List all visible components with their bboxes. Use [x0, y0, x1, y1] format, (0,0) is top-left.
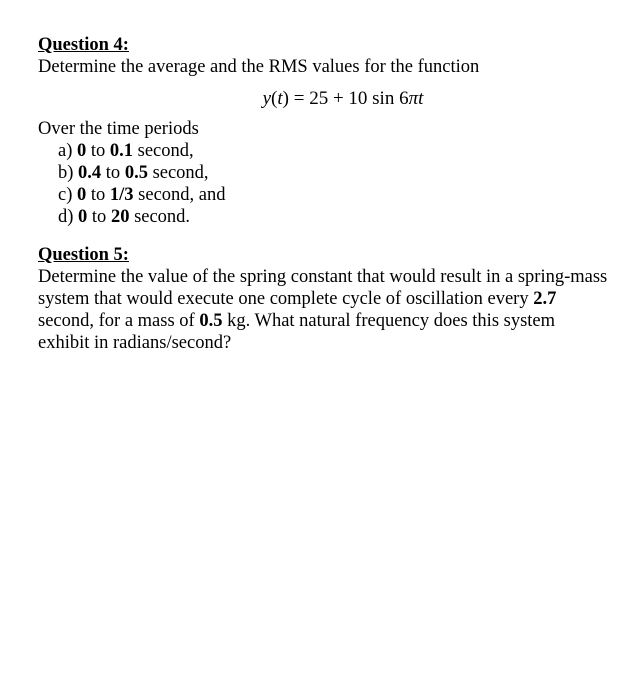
- question-5-body: [38, 266, 608, 354]
- time-periods-list: [38, 140, 608, 228]
- item-to: to: [91, 207, 107, 227]
- equation: y(t) = 25 + 10 sin 6πt: [262, 88, 424, 109]
- list-item: [38, 140, 608, 162]
- item-suffix: second,: [152, 163, 209, 183]
- item-end: 0.1: [109, 141, 134, 161]
- item-label: d): [58, 207, 74, 227]
- question-5-text-2: second, for a mass of: [38, 311, 195, 331]
- item-suffix: second.: [134, 207, 191, 227]
- question-4-heading: Question 4:: [38, 35, 129, 55]
- equation-sin: sin: [372, 88, 395, 109]
- question-5-text-1: Determine the value of the spring constant that would result in a spring-mass system that would execute one complete cycle of oscillation every: [38, 267, 608, 309]
- question-5-text-3: kg. What natural frequency does this system exhibit in radians/second?: [38, 311, 556, 353]
- item-end: 0.5: [124, 163, 148, 183]
- equation-function: y: [262, 88, 272, 109]
- list-item: [38, 184, 608, 206]
- item-suffix: second,: [137, 141, 194, 161]
- item-start: 0: [77, 185, 87, 205]
- list-item: [38, 206, 608, 228]
- equation-time-var: t: [418, 88, 424, 109]
- equation-amplitude: 10: [348, 88, 368, 109]
- equation-constant: 25: [309, 88, 329, 109]
- item-to: to: [105, 163, 121, 183]
- item-suffix: second, and: [138, 185, 226, 205]
- item-start: 0.4: [78, 163, 102, 183]
- item-to: to: [90, 141, 106, 161]
- document-page: [38, 34, 608, 354]
- item-label: a): [58, 141, 73, 161]
- item-to: to: [90, 185, 106, 205]
- equation-variable: t: [277, 88, 283, 109]
- equation-pi: π: [408, 88, 419, 109]
- time-periods-label: Over the time periods: [38, 119, 199, 139]
- list-item: [38, 162, 608, 184]
- item-start: 0: [78, 207, 88, 227]
- item-label: c): [58, 185, 73, 205]
- item-start: 0: [77, 141, 87, 161]
- question-5-heading: Question 5:: [38, 245, 129, 265]
- question-4-intro: Determine the average and the RMS values for the function: [38, 57, 480, 77]
- item-end: 1/3: [109, 185, 134, 205]
- equation-coefficient: 6: [399, 88, 409, 109]
- period-value: 2.7: [533, 289, 557, 309]
- item-label: b): [58, 163, 74, 183]
- mass-value: 0.5: [199, 311, 223, 331]
- item-end: 20: [110, 207, 130, 227]
